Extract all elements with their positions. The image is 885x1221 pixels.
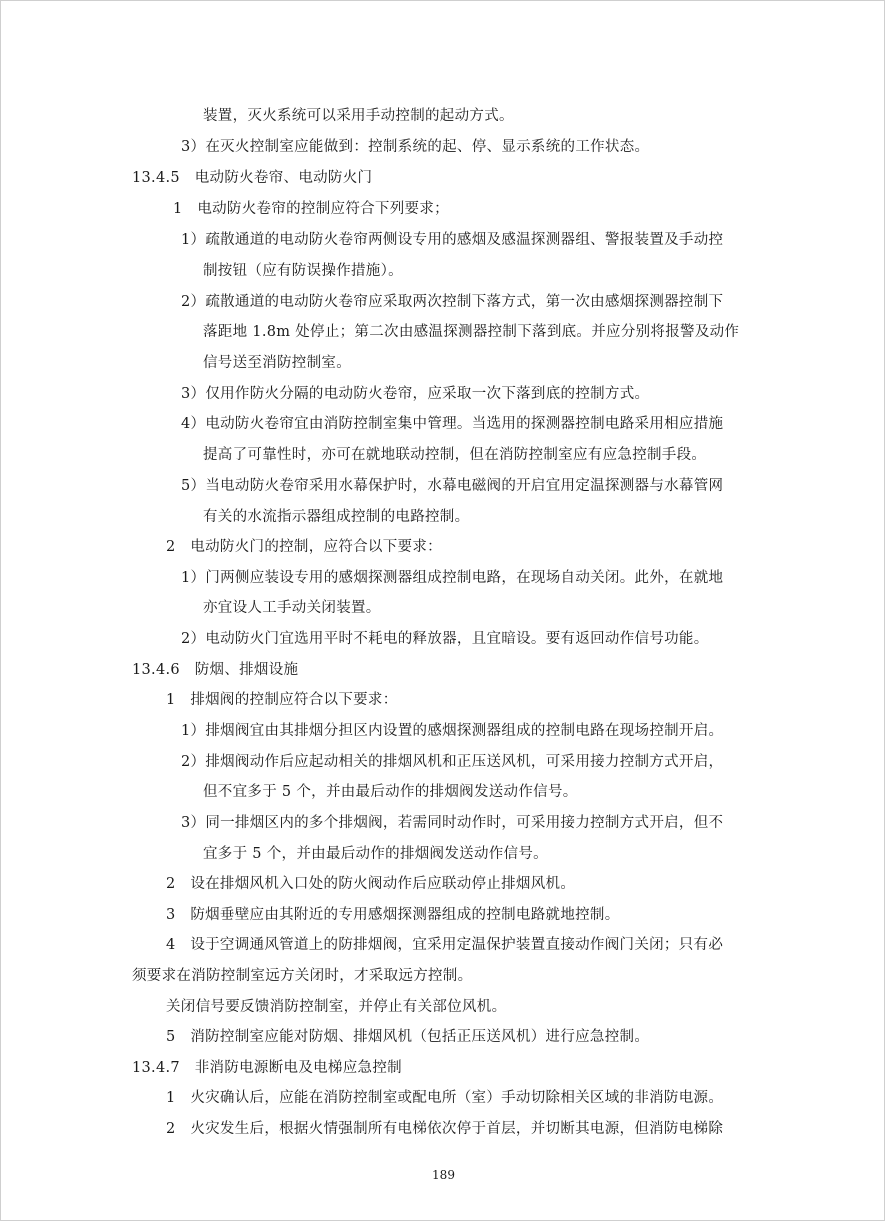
text-line: 提高了可靠性时，亦可在就地联动控制，但在消防控制室应有应急控制手段。 <box>203 447 707 463</box>
text-line: 2 火灾发生后，根据火情强制所有电梯依次停于首层，并切断其电源，但消防电梯除 <box>166 1121 724 1137</box>
text-line: 3 防烟垂壁应由其附近的专用感烟探测器组成的控制电路就地控制。 <box>166 907 620 923</box>
section-heading: 13.4.7 非消防电源断电及电梯应急控制 <box>132 1060 402 1076</box>
text-line: 2 设在排烟风机入口处的防火阀动作后应联动停止排烟风机。 <box>166 876 576 892</box>
text-line: 关闭信号要反馈消防控制室，并停止有关部位风机。 <box>166 999 507 1015</box>
text-line: 1 火灾确认后，应能在消防控制室或配电所（室）手动切除相关区域的非消防电源。 <box>166 1090 724 1106</box>
text-line: 4 设于空调通风管道上的防排烟阀，宜采用定温保护装置直接动作阀门关闭；只有必 <box>166 937 724 953</box>
text-line: 2）疏散通道的电动防火卷帘应采取两次控制下落方式，第一次由感烟探测器控制下 <box>181 294 724 310</box>
text-line: 落距地 1.8m 处停止；第二次由感温探测器控制下落到底。并应分别将报警及动作 <box>203 324 740 340</box>
text-line: 1）疏散通道的电动防火卷帘两侧设专用的感烟及感温探测器组、警报装置及手动控 <box>181 232 724 248</box>
text-line: 1）排烟阀宜由其排烟分担区内设置的感烟探测器组成的控制电路在现场控制开启。 <box>181 723 724 739</box>
text-line: 宜多于 5 个，并由最后动作的排烟阀发送动作信号。 <box>203 846 548 862</box>
text-line: 信号送至消防控制室。 <box>203 355 351 371</box>
text-line: 1 排烟阀的控制应符合以下要求： <box>166 692 398 708</box>
text-line: 亦宜设人工手动关闭装置。 <box>203 600 381 616</box>
text-line: 1）门两侧应装设专用的感烟探测器组成控制电路，在现场自动关闭。此外，在就地 <box>181 570 724 586</box>
text-line: 但不宜多于 5 个，并由最后动作的排烟阀发送动作信号。 <box>203 784 578 800</box>
text-line: 5 消防控制室应能对防烟、排烟风机（包括正压送风机）进行应急控制。 <box>166 1029 650 1045</box>
section-heading: 13.4.6 防烟、排烟设施 <box>132 662 299 678</box>
text-line: 装置，灭火系统可以采用手动控制的起动方式。 <box>203 108 514 124</box>
text-line: 3）仅用作防火分隔的电动防火卷帘，应采取一次下落到底的控制方式。 <box>181 386 650 402</box>
text-line: 5）当电动防火卷帘采用水幕保护时，水幕电磁阀的开启宜用定温探测器与水幕管网 <box>181 478 724 494</box>
text-line: 3）同一排烟区内的多个排烟阀，若需同时动作时，可采用接力控制方式开启，但不 <box>181 815 724 831</box>
text-line: 须要求在消防控制室远方关闭时，才采取远方控制。 <box>132 968 473 984</box>
text-line: 4）电动防火卷帘宜由消防控制室集中管理。当选用的探测器控制电路采用相应措施 <box>181 416 724 432</box>
section-heading: 13.4.5 电动防火卷帘、电动防火门 <box>132 170 373 186</box>
text-line: 2 电动防火门的控制，应符合以下要求： <box>166 539 442 555</box>
page-number: 189 <box>432 1168 455 1182</box>
text-line: 有关的水流指示器组成控制的电路控制。 <box>203 509 470 525</box>
text-line: 3）在灭火控制室应能做到：控制系统的起、停、显示系统的工作状态。 <box>181 139 650 155</box>
text-line: 1 电动防火卷帘的控制应符合下列要求； <box>173 201 449 217</box>
text-line: 2）排烟阀动作后应起动相关的排烟风机和正压送风机，可采用接力控制方式开启， <box>181 754 724 770</box>
text-line: 制按钮（应有防误操作措施）。 <box>203 263 403 279</box>
text-line: 2）电动防火门宜选用平时不耗电的释放器，且宜暗设。要有返回动作信号功能。 <box>181 631 709 647</box>
